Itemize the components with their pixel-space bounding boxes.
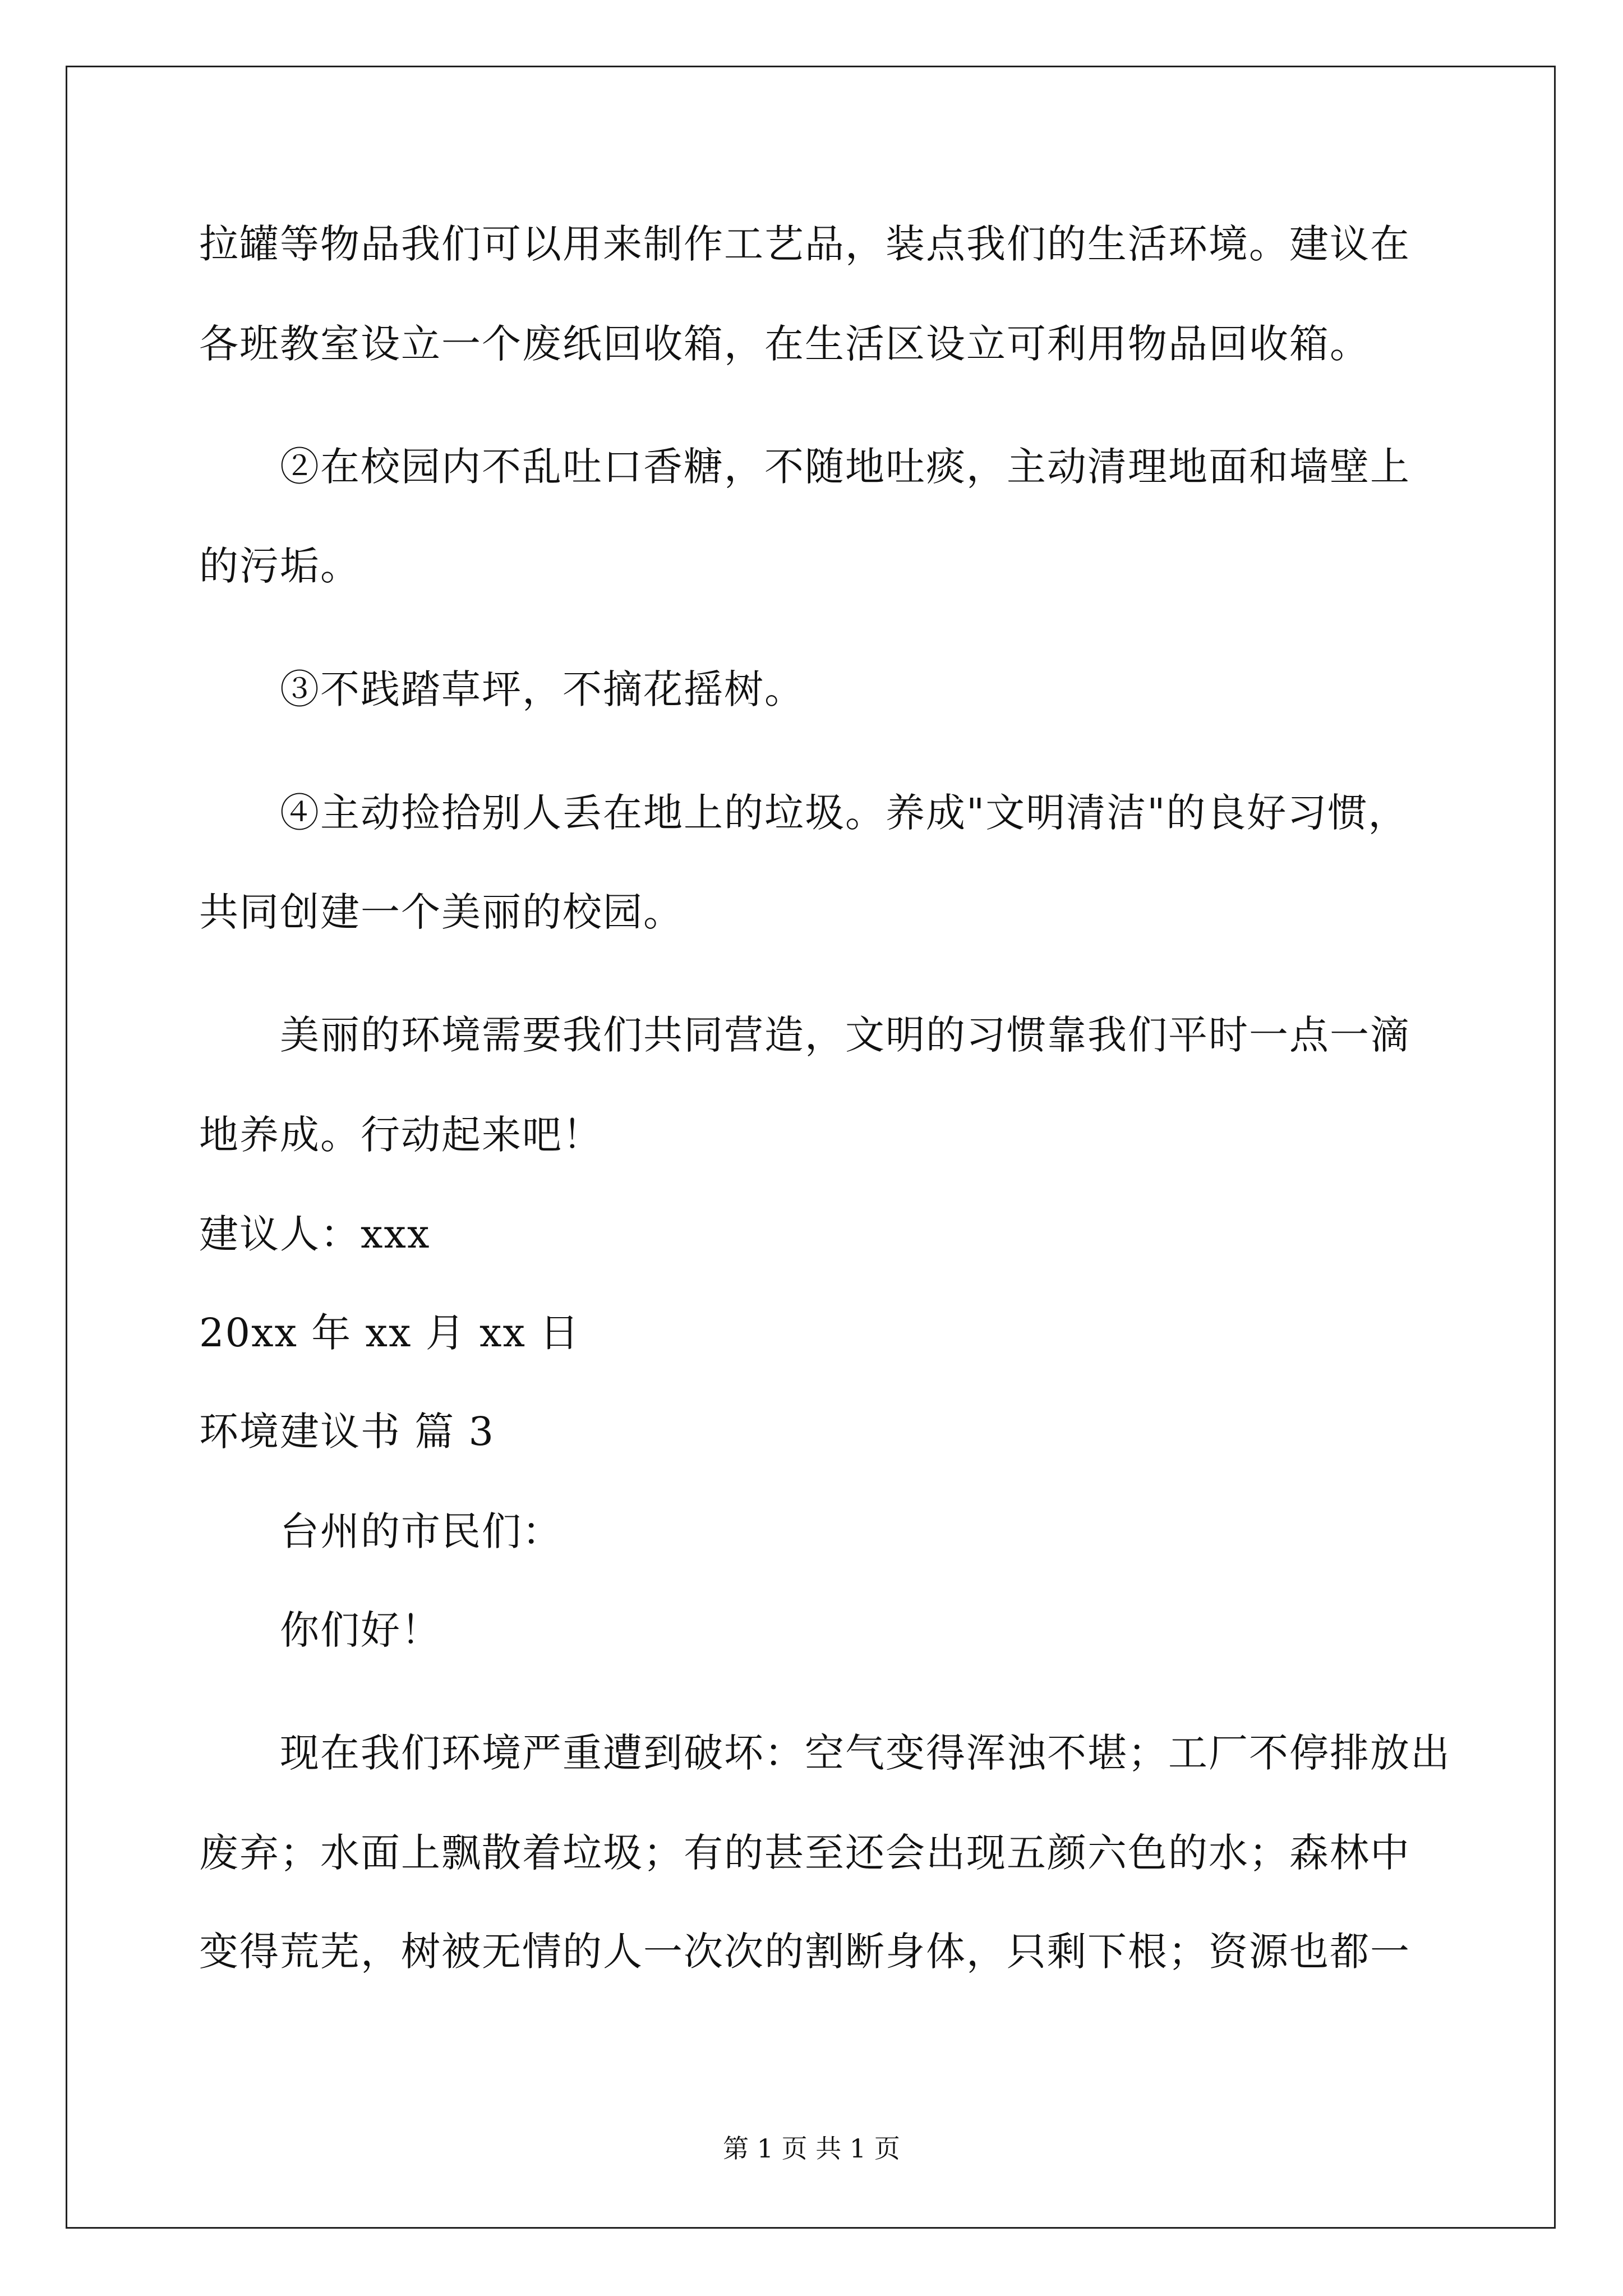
text-line: ②在校园内不乱吐口香糖，不随地吐痰，主动清理地面和墙壁上 xyxy=(280,444,1410,490)
page-footer: 第 1 页 共 1 页 xyxy=(723,2133,900,2164)
salutation: 台州的市民们： xyxy=(280,1508,562,1554)
text-line: 现在我们环境严重遭到破坏：空气变得浑浊不堪；工厂不停排放出 xyxy=(280,1730,1451,1776)
text-line: 地养成。行动起来吧！ xyxy=(199,1112,603,1158)
text-line: ④主动捡拾别人丢在地上的垃圾。养成"文明清洁"的良好习惯， xyxy=(280,790,1409,836)
date-line: 20xx 年 xx 月 xx 日 xyxy=(199,1310,580,1356)
greeting: 你们好！ xyxy=(280,1607,441,1653)
text-line: 变得荒芜，树被无情的人一次次的割断身体，只剩下根；资源也都一 xyxy=(199,1929,1410,1975)
text-line: 的污垢。 xyxy=(199,543,361,589)
text-line: 各班教室设立一个废纸回收箱，在生活区设立可利用物品回收箱。 xyxy=(199,321,1370,367)
text-line: 美丽的环境需要我们共同营造，文明的习惯靠我们平时一点一滴 xyxy=(280,1012,1410,1058)
text-line: 废弃；水面上飘散着垃圾；有的甚至还会出现五颜六色的水；森林中 xyxy=(199,1830,1410,1876)
text-line: 共同创建一个美丽的校园。 xyxy=(199,889,684,935)
text-line: ③不践踏草坪，不摘花摇树。 xyxy=(280,666,805,712)
text-line: 拉罐等物品我们可以用来制作工艺品，装点我们的生活环境。建议在 xyxy=(199,221,1410,267)
section-heading: 环境建议书 篇 3 xyxy=(199,1409,495,1455)
signer-line: 建议人：xxx xyxy=(199,1211,431,1257)
